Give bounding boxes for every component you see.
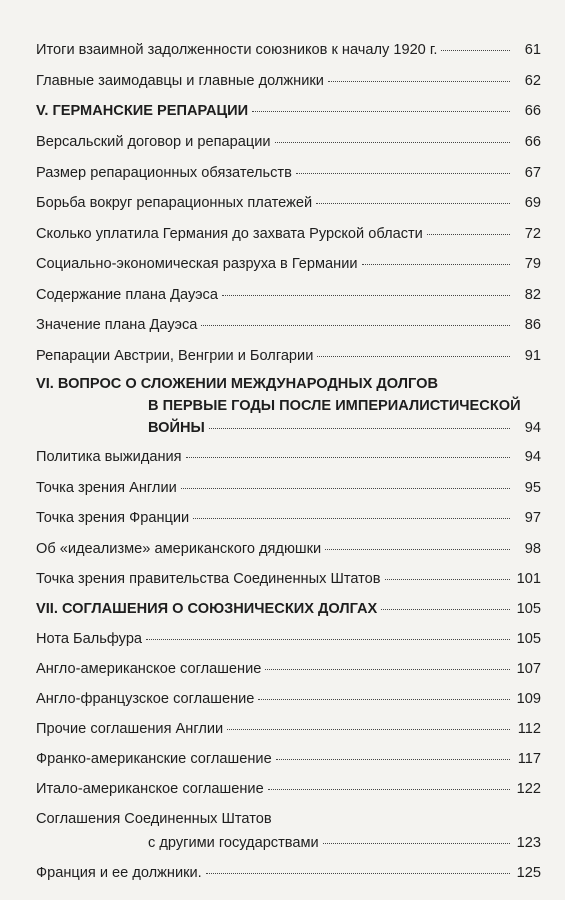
toc-entry xyxy=(36,690,541,708)
dot-leader xyxy=(296,173,510,174)
toc-page-number: 67 xyxy=(524,165,541,181)
dot-leader xyxy=(427,234,510,235)
dot-leader xyxy=(227,729,510,730)
toc-page-number: 66 xyxy=(524,103,541,119)
toc-entry xyxy=(36,316,541,334)
toc-page-number: 97 xyxy=(524,510,541,526)
dot-leader xyxy=(441,50,510,51)
toc-page-number: 62 xyxy=(524,73,541,89)
toc-entry-label: Точка зрения правительства Соединенных Штатов xyxy=(36,571,381,587)
toc-entry xyxy=(36,864,541,882)
toc-entry-label-line-1: Соглашения Соединенных Штатов xyxy=(36,811,272,827)
toc-page-number: 94 xyxy=(524,420,541,436)
dot-leader xyxy=(146,639,510,640)
dot-leader xyxy=(317,356,510,357)
toc-entry-label: Прочие соглашения Англии xyxy=(36,721,224,737)
toc-entry-label: Социально-экономическая разруха в Германии xyxy=(36,256,358,272)
toc-entry-label: Нота Бальфура xyxy=(36,631,143,647)
toc-entry-label: Франция и ее должники. xyxy=(36,865,202,881)
toc-page-number: 105 xyxy=(516,631,541,647)
toc-page-number: 69 xyxy=(524,195,541,211)
toc-page-number: 94 xyxy=(524,449,541,465)
dot-leader xyxy=(276,759,510,760)
dot-leader xyxy=(268,789,510,790)
toc-entry xyxy=(36,540,541,558)
toc-entry-label: Политика выжидания xyxy=(36,449,182,465)
toc-entry-label-line-2: с другими государствами xyxy=(148,835,319,851)
toc-entry xyxy=(36,630,541,648)
dot-leader xyxy=(362,264,511,265)
toc-entry xyxy=(36,750,541,768)
dot-leader xyxy=(328,81,510,82)
toc-page-number: 125 xyxy=(516,865,541,881)
toc-chapter-title: V. ГЕРМАНСКИЕ РЕПАРАЦИИ xyxy=(36,103,249,119)
toc-chapter-title-line-1: VI. ВОПРОС О СЛОЖЕНИИ МЕЖДУНАРОДНЫХ ДОЛГОВ xyxy=(36,376,438,392)
toc-page-number: 86 xyxy=(524,317,541,333)
toc-entry xyxy=(36,347,541,365)
toc-entry xyxy=(36,479,541,497)
toc-chapter-heading xyxy=(36,102,541,120)
toc-entry xyxy=(36,72,541,90)
dot-leader xyxy=(381,609,510,610)
dot-leader xyxy=(275,142,510,143)
dot-leader xyxy=(325,549,510,550)
toc-page-number: 105 xyxy=(516,601,541,617)
toc-page-number: 107 xyxy=(516,661,541,677)
toc-entry xyxy=(36,448,541,466)
toc-page-number: 79 xyxy=(524,256,541,272)
toc-entry-label: Об «идеализме» американского дядюшки xyxy=(36,541,322,557)
toc-entry-label: Размер репарационных обязательств xyxy=(36,165,292,181)
toc-entry xyxy=(148,834,541,852)
toc-page-number: 123 xyxy=(516,835,541,851)
toc-entry-label: Борьба вокруг репарационных платежей xyxy=(36,195,313,211)
toc-entry-label: Версальский договор и репарации xyxy=(36,134,271,150)
dot-leader xyxy=(201,325,510,326)
toc-page-number: 82 xyxy=(524,287,541,303)
toc-page-number: 61 xyxy=(524,42,541,58)
toc-entry-label: Итоги взаимной задолженности союзников к началу 1920 г. xyxy=(36,42,438,58)
toc-entry-label: Значение плана Дауэса xyxy=(36,317,198,333)
toc-page-number: 101 xyxy=(516,571,541,587)
toc-entry xyxy=(36,41,541,59)
toc-entry-label: Сколько уплатила Германия до захвата Рурской области xyxy=(36,226,423,242)
toc-entry-label: Точка зрения Франции xyxy=(36,510,190,526)
toc-entry xyxy=(36,255,541,273)
toc-page-number: 95 xyxy=(524,480,541,496)
toc-entry xyxy=(36,570,541,588)
dot-leader xyxy=(209,428,510,429)
toc-entry-label: Точка зрения Англии xyxy=(36,480,177,496)
dot-leader xyxy=(193,518,510,519)
toc-entry-label: Англо-американское соглашение xyxy=(36,661,262,677)
toc-entry xyxy=(36,660,541,678)
toc-entry-label: Франко-американские соглашение xyxy=(36,751,272,767)
toc-entry xyxy=(36,133,541,151)
dot-leader xyxy=(258,699,510,700)
toc-entry xyxy=(36,720,541,738)
toc-page-number: 122 xyxy=(516,781,541,797)
toc-entry-label: Содержание плана Дауэса xyxy=(36,287,218,303)
dot-leader xyxy=(181,488,510,489)
toc-page-number: 91 xyxy=(524,348,541,364)
toc-entry-label: Репарации Австрии, Венгрии и Болгарии xyxy=(36,348,314,364)
toc-entry xyxy=(36,194,541,212)
toc-chapter-heading xyxy=(148,419,541,437)
toc-entry-label: Главные заимодавцы и главные должники xyxy=(36,73,324,89)
dot-leader xyxy=(323,843,510,844)
dot-leader xyxy=(385,579,510,580)
dot-leader xyxy=(186,457,510,458)
toc-page-number: 72 xyxy=(524,226,541,242)
toc-page-number: 98 xyxy=(524,541,541,557)
toc-chapter-title-line-3: ВОЙНЫ xyxy=(148,420,205,436)
toc-chapter-heading xyxy=(36,600,541,618)
toc-entry-label: Итало-американское соглашение xyxy=(36,781,264,797)
toc-page-number: 66 xyxy=(524,134,541,150)
toc-chapter-title: VII. СОГЛАШЕНИЯ О СОЮЗНИЧЕСКИХ ДОЛГАХ xyxy=(36,601,378,617)
toc-page-number: 109 xyxy=(516,691,541,707)
dot-leader xyxy=(206,873,510,874)
toc-entry xyxy=(36,286,541,304)
toc-page-number: 112 xyxy=(517,721,541,737)
toc-page-number: 117 xyxy=(517,751,541,767)
dot-leader xyxy=(222,295,510,296)
toc-entry xyxy=(36,164,541,182)
dot-leader xyxy=(316,203,510,204)
toc-entry xyxy=(36,780,541,798)
dot-leader xyxy=(252,111,510,112)
dot-leader xyxy=(265,669,510,670)
toc-entry xyxy=(36,509,541,527)
toc-chapter-title-line-2: В ПЕРВЫЕ ГОДЫ ПОСЛЕ ИМПЕРИАЛИСТИЧЕСКОЙ xyxy=(148,398,521,414)
toc-entry-label: Англо-французское соглашение xyxy=(36,691,255,707)
toc-entry xyxy=(36,225,541,243)
